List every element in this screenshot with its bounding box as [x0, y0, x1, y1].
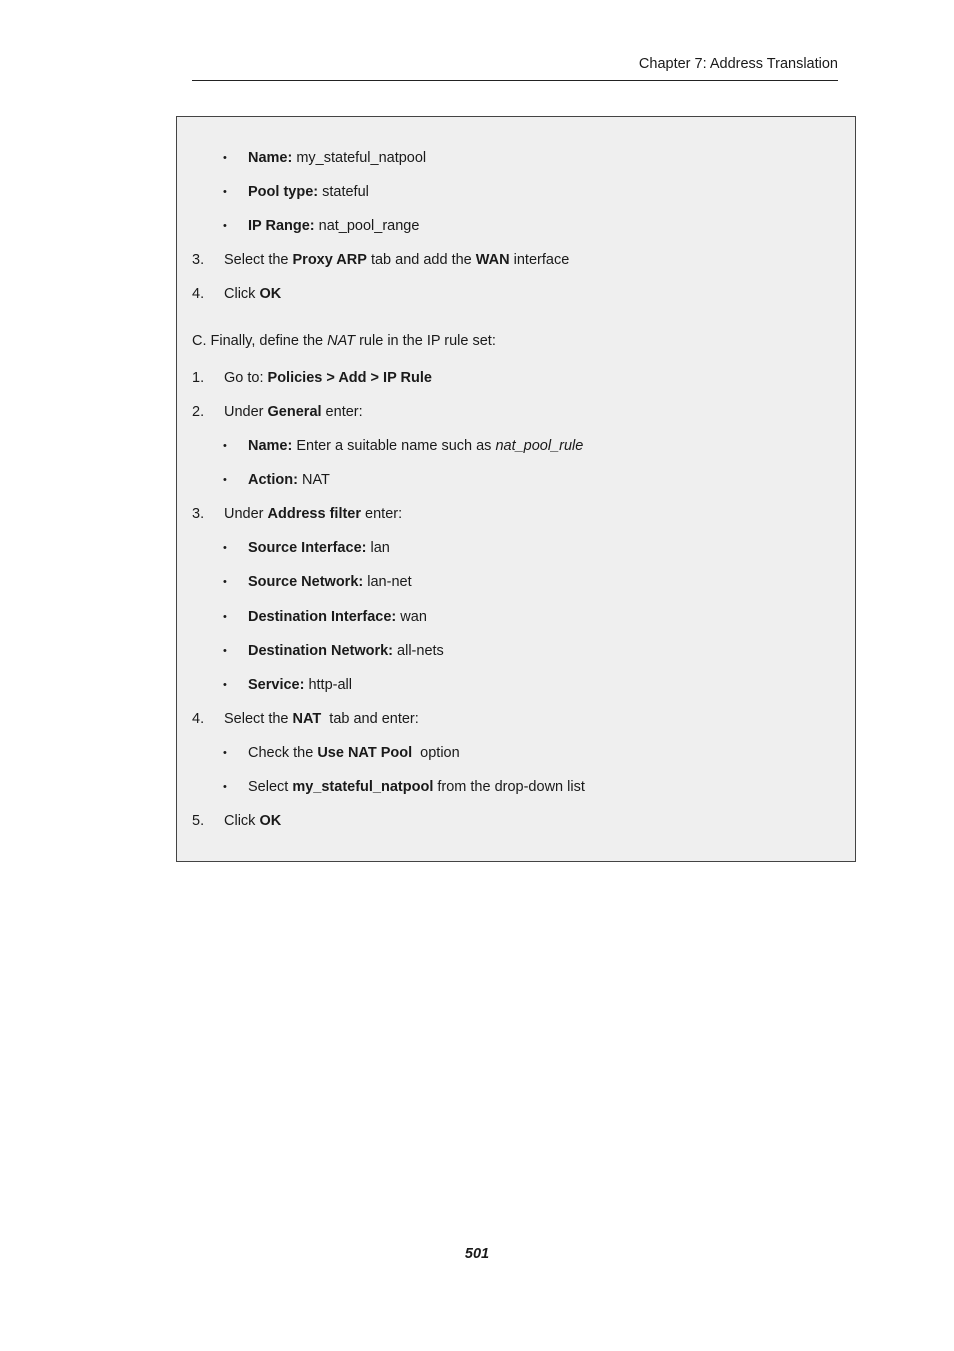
step-text: Select the NAT tab and enter: [224, 711, 419, 727]
bullet: • [223, 186, 227, 198]
step-number: 3. [192, 506, 205, 522]
list-item: Service: http-all [248, 677, 352, 693]
page-number: 501 [464, 1246, 490, 1262]
list-item: Check the Use NAT Pool option [248, 745, 460, 761]
step-number: 3. [192, 252, 205, 268]
step-number: 1. [192, 370, 205, 386]
list-item: Pool type: stateful [248, 184, 369, 200]
step-number: 4. [192, 286, 205, 302]
section-heading: C. Finally, define the NAT rule in the IP rule set: [192, 333, 496, 349]
list-item: Source Network: lan-net [248, 574, 412, 590]
bullet: • [223, 474, 227, 486]
step-text: Click OK [224, 286, 282, 302]
bullet: • [223, 576, 227, 588]
list-item: Action: NAT [248, 472, 330, 488]
bullet: • [223, 152, 227, 164]
list-item: Source Interface: lan [248, 540, 390, 556]
step-number: 4. [192, 711, 205, 727]
bullet: • [223, 542, 227, 554]
bullet: • [223, 645, 227, 657]
bullet: • [223, 440, 227, 452]
bullet: • [223, 611, 227, 623]
list-item: Name: Enter a suitable name such as nat_pool_rule [248, 438, 584, 454]
step-text: Under Address filter enter: [224, 506, 403, 522]
step-number: 2. [192, 404, 205, 420]
chapter-header [192, 52, 838, 81]
step-text: Under General enter: [224, 404, 363, 420]
bullet: • [223, 679, 227, 691]
bullet: • [223, 747, 227, 759]
step-text: Select the Proxy ARP tab and add the WAN interface [224, 252, 570, 268]
list-item: IP Range: nat_pool_range [248, 218, 420, 234]
list-item: Destination Network: all-nets [248, 643, 444, 659]
step-number: 5. [192, 813, 205, 829]
bullet: • [223, 781, 227, 793]
step-text: Go to: Policies > Add > IP Rule [224, 370, 432, 386]
list-item: Destination Interface: wan [248, 609, 427, 625]
list-item: Name: my_stateful_natpool [248, 150, 427, 166]
list-item: Select my_stateful_natpool from the drop-down list [248, 779, 585, 795]
chapter-title: Chapter 7: Address Translation [638, 56, 838, 72]
step-text: Click OK [224, 813, 282, 829]
bullet: • [223, 220, 227, 232]
